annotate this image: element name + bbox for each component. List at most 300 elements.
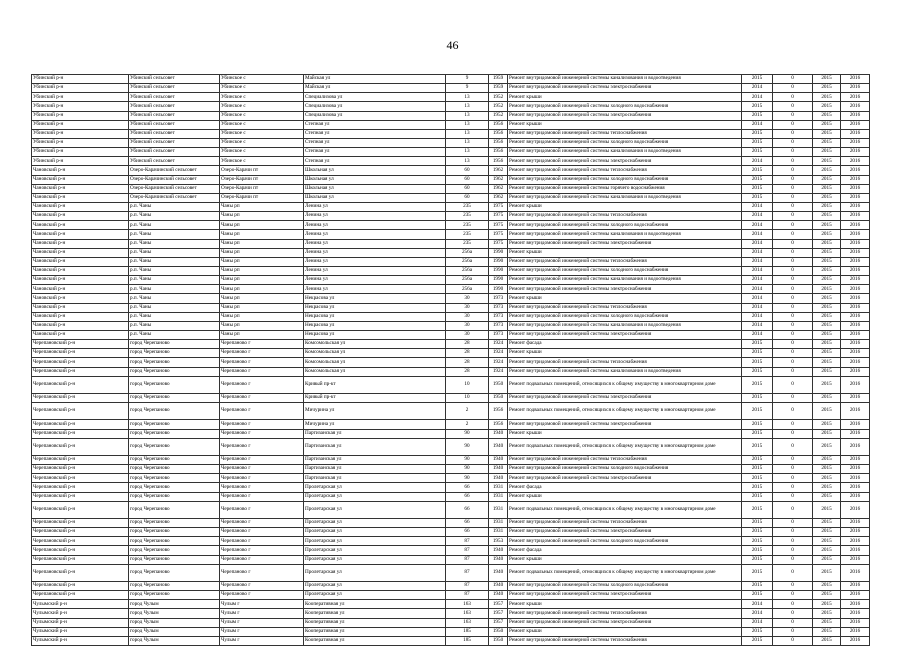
cell-col-zero: 0	[773, 148, 813, 157]
cell-start-year: 2015	[813, 148, 841, 157]
cell-col-zero: 0	[773, 403, 813, 420]
cell-year: 1950	[489, 627, 508, 636]
cell-locality: Черепаново г	[220, 537, 304, 546]
cell-locality: Чаны рп	[220, 230, 304, 239]
cell-end-year: 2016	[841, 393, 870, 402]
cell-street: Некрасова ул	[304, 321, 446, 330]
cell-street: Школьная ул	[304, 184, 446, 193]
cell-district: Чановский р-н	[32, 321, 129, 330]
table-row	[32, 184, 870, 193]
cell-work-type: Ремонт внутридомовой инженерной системы теплоснабжения	[508, 609, 742, 618]
cell-settlement: Убинский сельсовет	[129, 75, 220, 84]
cell-settlement: р.п. Чаны	[129, 294, 220, 303]
cell-start-year: 2015	[813, 518, 841, 527]
cell-year: 1959	[489, 84, 508, 93]
cell-start-year: 2015	[813, 555, 841, 564]
cell-col-zero: 0	[773, 501, 813, 518]
cell-year: 1940	[489, 465, 508, 474]
cell-year: 1952	[489, 111, 508, 120]
table-row	[32, 528, 870, 537]
table-row	[32, 221, 870, 230]
cell-plan-year: 2015	[742, 367, 773, 376]
cell-year: 1924	[489, 358, 508, 367]
cell-settlement: город Черепаново	[129, 564, 220, 581]
cell-year: 1940	[489, 555, 508, 564]
cell-plan-year: 2014	[742, 294, 773, 303]
cell-col-zero: 0	[773, 330, 813, 339]
cell-year: 1973	[489, 303, 508, 312]
table-row	[32, 266, 870, 275]
cell-work-type: Ремонт внутридомовой инженерной системы теплоснабжения	[508, 257, 742, 266]
cell-street: Партизанская ул	[304, 474, 446, 483]
cell-work-type: Ремонт внутридомовой инженерной системы электроснабжения	[508, 591, 742, 600]
cell-start-year: 2015	[813, 102, 841, 111]
cell-street: Комсомольская ул	[304, 367, 446, 376]
cell-locality: Чаны рп	[220, 321, 304, 330]
cell-settlement: р.п. Чаны	[129, 202, 220, 211]
cell-locality: Черепаново г	[220, 376, 304, 393]
cell-plan-year: 2015	[742, 358, 773, 367]
cell-locality: Чаны рп	[220, 266, 304, 275]
cell-house: 163	[446, 618, 489, 627]
cell-year: 1975	[489, 202, 508, 211]
cell-house: 13	[446, 93, 489, 102]
cell-start-year: 2015	[813, 349, 841, 358]
cell-house: 87	[446, 564, 489, 581]
cell-locality: Убинское с	[220, 120, 304, 129]
cell-end-year: 2016	[841, 403, 870, 420]
cell-settlement: р.п. Чаны	[129, 248, 220, 257]
cell-work-type: Ремонт внутридомовой инженерной системы холодного водоснабжения	[508, 465, 742, 474]
table-row	[32, 600, 870, 609]
table-row	[32, 367, 870, 376]
table-row	[32, 257, 870, 266]
cell-col-zero: 0	[773, 627, 813, 636]
table-row	[32, 120, 870, 129]
cell-col-zero: 0	[773, 129, 813, 138]
cell-start-year: 2015	[813, 429, 841, 438]
cell-settlement: город Черепаново	[129, 455, 220, 464]
cell-year: 1940	[489, 455, 508, 464]
cell-plan-year: 2014	[742, 276, 773, 285]
cell-plan-year: 2015	[742, 627, 773, 636]
cell-year: 1952	[489, 102, 508, 111]
cell-end-year: 2016	[841, 184, 870, 193]
cell-plan-year: 2015	[742, 564, 773, 581]
cell-street: Некрасова ул	[304, 312, 446, 321]
cell-end-year: 2016	[841, 636, 870, 645]
table-row	[32, 376, 870, 393]
cell-district: Черепановский р-н	[32, 376, 129, 393]
cell-work-type: Ремонт внутридомовой инженерной системы теплоснабжения	[508, 518, 742, 527]
cell-street: Школьная ул	[304, 193, 446, 202]
cell-district: Убинский р-н	[32, 84, 129, 93]
cell-settlement: город Чулым	[129, 618, 220, 627]
cell-plan-year: 2014	[742, 303, 773, 312]
cell-end-year: 2016	[841, 166, 870, 175]
cell-district: Черепановский р-н	[32, 546, 129, 555]
cell-work-type: Ремонт внутридомовой инженерной системы канализования и водоотведения	[508, 321, 742, 330]
cell-plan-year: 2015	[742, 581, 773, 590]
cell-district: Черепановский р-н	[32, 555, 129, 564]
cell-street: Ленина ул	[304, 230, 446, 239]
cell-col-zero: 0	[773, 303, 813, 312]
cell-col-zero: 0	[773, 230, 813, 239]
table-row	[32, 636, 870, 645]
cell-settlement: р.п. Чаны	[129, 230, 220, 239]
cell-settlement: р.п. Чаны	[129, 303, 220, 312]
cell-col-zero: 0	[773, 438, 813, 455]
cell-district: Черепановский р-н	[32, 591, 129, 600]
cell-street: Пролетарская ул	[304, 492, 446, 501]
cell-settlement: р.п. Чаны	[129, 239, 220, 248]
cell-start-year: 2015	[813, 600, 841, 609]
cell-house: 2	[446, 420, 489, 429]
cell-locality: Чулым г	[220, 609, 304, 618]
cell-plan-year: 2015	[742, 193, 773, 202]
cell-end-year: 2016	[841, 455, 870, 464]
cell-plan-year: 2015	[742, 148, 773, 157]
cell-end-year: 2016	[841, 120, 870, 129]
cell-col-zero: 0	[773, 157, 813, 166]
cell-house: 66	[446, 483, 489, 492]
cell-district: Черепановский р-н	[32, 465, 129, 474]
cell-col-zero: 0	[773, 376, 813, 393]
cell-settlement: р.п. Чаны	[129, 221, 220, 230]
cell-start-year: 2015	[813, 393, 841, 402]
cell-work-type: Ремонт внутридомовой инженерной системы электроснабжения	[508, 420, 742, 429]
table-row	[32, 474, 870, 483]
cell-plan-year: 2014	[742, 321, 773, 330]
table-row	[32, 111, 870, 120]
cell-work-type: Ремонт внутридомовой инженерной системы электроснабжения	[508, 393, 742, 402]
cell-district: Черепановский р-н	[32, 518, 129, 527]
cell-end-year: 2016	[841, 627, 870, 636]
cell-street: Партизанская ул	[304, 465, 446, 474]
cell-settlement: город Черепаново	[129, 528, 220, 537]
cell-settlement: Убинский сельсовет	[129, 148, 220, 157]
table-row	[32, 403, 870, 420]
cell-end-year: 2016	[841, 193, 870, 202]
cell-start-year: 2015	[813, 528, 841, 537]
cell-plan-year: 2015	[742, 175, 773, 184]
cell-work-type: Ремонт фасада	[508, 546, 742, 555]
cell-settlement: город Черепаново	[129, 349, 220, 358]
cell-end-year: 2016	[841, 257, 870, 266]
cell-district: Черепановский р-н	[32, 367, 129, 376]
cell-settlement: Убинский сельсовет	[129, 120, 220, 129]
cell-locality: Убинское с	[220, 111, 304, 120]
cell-street: Степная ул	[304, 148, 446, 157]
cell-house: 235	[446, 230, 489, 239]
cell-work-type: Ремонт внутридомовой инженерной системы теплоснабжения	[508, 455, 742, 464]
cell-house: 13	[446, 138, 489, 147]
table-row	[32, 429, 870, 438]
cell-district: Чановский р-н	[32, 193, 129, 202]
cell-street: Ленина ул	[304, 248, 446, 257]
cell-work-type: Ремонт подвальных помещений, относящихся к общему имуществу в многоквартирном доме	[508, 376, 742, 393]
page-number: 46	[446, 38, 459, 52]
cell-end-year: 2016	[841, 294, 870, 303]
cell-work-type: Ремонт внутридомовой инженерной системы холодного водоснабжения	[508, 266, 742, 275]
cell-start-year: 2015	[813, 175, 841, 184]
cell-house: 28	[446, 349, 489, 358]
cell-year: 1957	[489, 600, 508, 609]
cell-year: 1962	[489, 166, 508, 175]
table-row	[32, 537, 870, 546]
cell-locality: Черепаново г	[220, 555, 304, 564]
cell-work-type: Ремонт крыши	[508, 349, 742, 358]
cell-work-type: Ремонт внутридомовой инженерной системы электроснабжения	[508, 84, 742, 93]
cell-house: 256а	[446, 276, 489, 285]
cell-locality: Черепаново г	[220, 591, 304, 600]
table-row	[32, 340, 870, 349]
cell-plan-year: 2015	[742, 129, 773, 138]
table-row	[32, 492, 870, 501]
cell-start-year: 2015	[813, 627, 841, 636]
cell-settlement: р.п. Чаны	[129, 330, 220, 339]
cell-house: 185	[446, 627, 489, 636]
cell-start-year: 2015	[813, 212, 841, 221]
table-row	[32, 276, 870, 285]
cell-street: Пролетарская ул	[304, 546, 446, 555]
cell-locality: Черепаново г	[220, 492, 304, 501]
cell-work-type: Ремонт крыши	[508, 120, 742, 129]
cell-col-zero: 0	[773, 429, 813, 438]
cell-col-zero: 0	[773, 492, 813, 501]
cell-house: 66	[446, 501, 489, 518]
cell-year: 1924	[489, 367, 508, 376]
cell-district: Убинский р-н	[32, 93, 129, 102]
cell-district: Чановский р-н	[32, 175, 129, 184]
cell-end-year: 2016	[841, 518, 870, 527]
cell-work-type: Ремонт внутридомовой инженерной системы электроснабжения	[508, 157, 742, 166]
cell-district: Чановский р-н	[32, 257, 129, 266]
cell-district: Чановский р-н	[32, 202, 129, 211]
cell-col-zero: 0	[773, 528, 813, 537]
cell-end-year: 2016	[841, 474, 870, 483]
cell-house: 13	[446, 148, 489, 157]
cell-work-type: Ремонт крыши	[508, 202, 742, 211]
cell-settlement: город Черепаново	[129, 501, 220, 518]
cell-year: 1973	[489, 294, 508, 303]
cell-locality: Черепаново г	[220, 581, 304, 590]
cell-end-year: 2016	[841, 358, 870, 367]
cell-street: Степная ул	[304, 138, 446, 147]
table-row	[32, 420, 870, 429]
cell-plan-year: 2015	[742, 349, 773, 358]
cell-plan-year: 2015	[742, 546, 773, 555]
cell-settlement: город Черепаново	[129, 420, 220, 429]
cell-col-zero: 0	[773, 474, 813, 483]
cell-end-year: 2016	[841, 340, 870, 349]
table-row	[32, 393, 870, 402]
cell-end-year: 2016	[841, 321, 870, 330]
cell-house: 2	[446, 403, 489, 420]
cell-col-zero: 0	[773, 591, 813, 600]
cell-start-year: 2015	[813, 75, 841, 84]
cell-house: 10	[446, 376, 489, 393]
cell-end-year: 2016	[841, 537, 870, 546]
cell-district: Чановский р-н	[32, 303, 129, 312]
cell-plan-year: 2015	[742, 636, 773, 645]
cell-district: Убинский р-н	[32, 138, 129, 147]
cell-district: Чановский р-н	[32, 212, 129, 221]
table-row	[32, 93, 870, 102]
cell-col-zero: 0	[773, 564, 813, 581]
cell-street: Майская ул	[304, 75, 446, 84]
cell-street: Ленина ул	[304, 239, 446, 248]
cell-locality: Озеро-Карачи пт	[220, 175, 304, 184]
cell-district: Чановский р-н	[32, 266, 129, 275]
cell-year: 1973	[489, 321, 508, 330]
cell-settlement: город Черепаново	[129, 546, 220, 555]
cell-work-type: Ремонт внутридомовой инженерной системы электроснабжения	[508, 474, 742, 483]
cell-end-year: 2016	[841, 591, 870, 600]
cell-year: 1957	[489, 618, 508, 627]
cell-street: Пролетарская ул	[304, 555, 446, 564]
cell-district: Чулымский р-н	[32, 627, 129, 636]
cell-locality: Убинское с	[220, 84, 304, 93]
cell-street: Пролетарская ул	[304, 483, 446, 492]
cell-locality: Чулым г	[220, 618, 304, 627]
cell-work-type: Ремонт внутридомовой инженерной системы электроснабжения	[508, 330, 742, 339]
cell-start-year: 2015	[813, 166, 841, 175]
cell-plan-year: 2015	[742, 465, 773, 474]
table-row	[32, 157, 870, 166]
cell-locality: Чаны рп	[220, 294, 304, 303]
cell-street: Мичурина ул	[304, 420, 446, 429]
cell-street: Майская ул	[304, 84, 446, 93]
cell-start-year: 2015	[813, 111, 841, 120]
cell-start-year: 2015	[813, 202, 841, 211]
cell-work-type: Ремонт подвальных помещений, относящихся к общему имуществу в многоквартирном доме	[508, 501, 742, 518]
cell-start-year: 2015	[813, 303, 841, 312]
cell-district: Чулымский р-н	[32, 636, 129, 645]
cell-settlement: город Чулым	[129, 600, 220, 609]
cell-house: 13	[446, 129, 489, 138]
cell-end-year: 2016	[841, 609, 870, 618]
cell-locality: Убинское с	[220, 75, 304, 84]
cell-col-zero: 0	[773, 581, 813, 590]
cell-house: 66	[446, 492, 489, 501]
table-row	[32, 175, 870, 184]
cell-district: Черепановский р-н	[32, 340, 129, 349]
cell-locality: Черепаново г	[220, 564, 304, 581]
cell-street: Степная ул	[304, 120, 446, 129]
cell-col-zero: 0	[773, 184, 813, 193]
cell-start-year: 2015	[813, 239, 841, 248]
cell-district: Чановский р-н	[32, 285, 129, 294]
cell-locality: Чаны рп	[220, 285, 304, 294]
cell-settlement: Убинский сельсовет	[129, 93, 220, 102]
cell-year: 1990	[489, 266, 508, 275]
cell-district: Чулымский р-н	[32, 600, 129, 609]
cell-year: 1931	[489, 492, 508, 501]
cell-end-year: 2016	[841, 492, 870, 501]
cell-work-type: Ремонт внутридомовой инженерной системы электроснабжения	[508, 285, 742, 294]
cell-year: 1975	[489, 230, 508, 239]
cell-end-year: 2016	[841, 600, 870, 609]
cell-col-zero: 0	[773, 555, 813, 564]
cell-end-year: 2016	[841, 555, 870, 564]
cell-plan-year: 2014	[742, 239, 773, 248]
cell-locality: Черепаново г	[220, 501, 304, 518]
cell-locality: Черепаново г	[220, 528, 304, 537]
cell-year: 1956	[489, 157, 508, 166]
cell-start-year: 2015	[813, 537, 841, 546]
cell-work-type: Ремонт внутридомовой инженерной системы канализования и водоотведения	[508, 276, 742, 285]
cell-locality: Озеро-Карачи пт	[220, 184, 304, 193]
cell-end-year: 2016	[841, 483, 870, 492]
cell-settlement: город Черепаново	[129, 438, 220, 455]
cell-district: Чановский р-н	[32, 230, 129, 239]
cell-locality: Озеро-Карачи пт	[220, 193, 304, 202]
cell-work-type: Ремонт внутридомовой инженерной системы электроснабжения	[508, 239, 742, 248]
cell-year: 1940	[489, 546, 508, 555]
cell-start-year: 2015	[813, 321, 841, 330]
cell-street: Пролетарская ул	[304, 591, 446, 600]
cell-work-type: Ремонт крыши	[508, 600, 742, 609]
cell-locality: Черепаново г	[220, 546, 304, 555]
cell-year: 1931	[489, 501, 508, 518]
cell-street: Партизанская ул	[304, 455, 446, 464]
cell-house: 256а	[446, 266, 489, 275]
cell-start-year: 2015	[813, 221, 841, 230]
cell-district: Убинский р-н	[32, 148, 129, 157]
cell-year: 1924	[489, 340, 508, 349]
cell-end-year: 2016	[841, 546, 870, 555]
cell-settlement: Убинский сельсовет	[129, 111, 220, 120]
cell-locality: Черепаново г	[220, 429, 304, 438]
cell-start-year: 2015	[813, 248, 841, 257]
cell-work-type: Ремонт внутридомовой инженерной системы канализования и водоотведения	[508, 148, 742, 157]
cell-plan-year: 2014	[742, 285, 773, 294]
table-row	[32, 312, 870, 321]
cell-col-zero: 0	[773, 276, 813, 285]
cell-work-type: Ремонт внутридомовой инженерной системы теплоснабжения	[508, 166, 742, 175]
cell-locality: Черепаново г	[220, 367, 304, 376]
cell-start-year: 2015	[813, 276, 841, 285]
cell-street: Специализова ул	[304, 102, 446, 111]
cell-year: 1973	[489, 330, 508, 339]
cell-year: 1950	[489, 636, 508, 645]
cell-locality: Черепаново г	[220, 340, 304, 349]
cell-settlement: р.п. Чаны	[129, 285, 220, 294]
cell-street: Школьная ул	[304, 166, 446, 175]
table-row	[32, 285, 870, 294]
cell-end-year: 2016	[841, 618, 870, 627]
cell-end-year: 2016	[841, 239, 870, 248]
cell-plan-year: 2015	[742, 429, 773, 438]
table-row	[32, 102, 870, 111]
cell-start-year: 2015	[813, 193, 841, 202]
cell-start-year: 2015	[813, 581, 841, 590]
cell-street: Комсомольская ул	[304, 358, 446, 367]
cell-house: 87	[446, 581, 489, 590]
cell-district: Чулымский р-н	[32, 609, 129, 618]
table-row	[32, 555, 870, 564]
cell-col-zero: 0	[773, 120, 813, 129]
cell-street: Пролетарская ул	[304, 537, 446, 546]
cell-street: Некрасова ул	[304, 294, 446, 303]
cell-house: 60	[446, 166, 489, 175]
cell-plan-year: 2015	[742, 393, 773, 402]
cell-start-year: 2015	[813, 438, 841, 455]
cell-locality: Черепаново г	[220, 358, 304, 367]
cell-house: 87	[446, 546, 489, 555]
cell-settlement: город Черепаново	[129, 465, 220, 474]
